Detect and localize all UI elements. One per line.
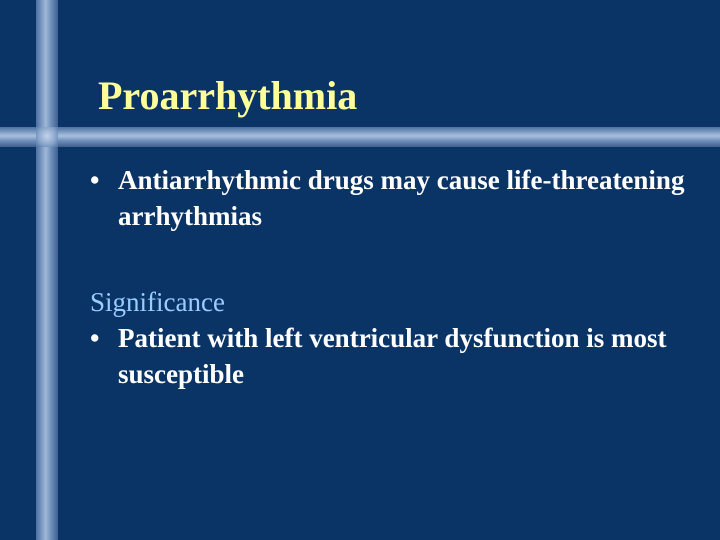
- slide-title: Proarrhythmia: [98, 73, 358, 118]
- bullet-text: Antiarrhythmic drugs may cause life-threatening arrhythmias: [118, 165, 685, 231]
- bullet-item: [90, 320, 710, 392]
- bullet-dot: •: [90, 323, 100, 353]
- bullet-text: Patient with left ventricular dysfunction is most susceptible: [118, 323, 667, 389]
- bullet-dot: •: [90, 165, 100, 195]
- decorative-vertical-bar: [36, 0, 58, 540]
- slide-content: [90, 162, 710, 392]
- bullet-item: [90, 162, 710, 234]
- section-heading: Significance: [90, 287, 225, 317]
- decorative-horizontal-bar: [0, 127, 720, 147]
- decorative-bar-joint: [36, 127, 58, 147]
